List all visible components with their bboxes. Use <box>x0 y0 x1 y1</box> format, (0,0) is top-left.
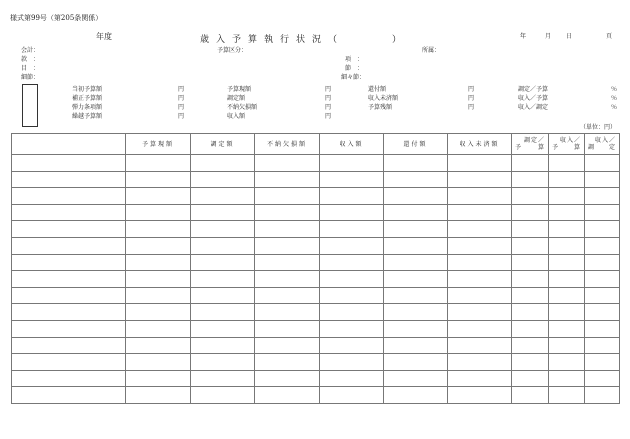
meta-moku: 目 ： <box>21 65 40 72</box>
summary-ratio-received-budget: 収入／予算 <box>518 95 549 102</box>
table-cell <box>320 304 384 321</box>
table-cell <box>255 271 320 288</box>
table-cell <box>549 155 585 172</box>
table-cell <box>12 155 126 172</box>
table-cell <box>12 320 126 337</box>
table-cell <box>12 188 126 205</box>
unit-note: （単位：円） <box>580 124 617 131</box>
table-cell <box>549 337 585 354</box>
table-cell <box>191 188 255 205</box>
table-cell <box>448 221 512 238</box>
table-cell <box>585 287 620 304</box>
table-cell <box>12 271 126 288</box>
table-cell <box>126 320 191 337</box>
table-cell <box>255 320 320 337</box>
table-cell <box>384 155 448 172</box>
summary-initial-budget: 当初予算額 <box>72 86 103 93</box>
table-cell <box>585 188 620 205</box>
table-cell <box>126 271 191 288</box>
table-cell <box>384 287 448 304</box>
summary-percent: ％ <box>611 104 618 111</box>
summary-received: 収入額 <box>227 113 246 120</box>
table-cell <box>384 354 448 371</box>
col-ratio-received-budget-header: 収入／ 予 算 <box>549 134 585 155</box>
table-cell <box>585 354 620 371</box>
table-cell <box>448 171 512 188</box>
table-cell <box>320 155 384 172</box>
table-cell <box>320 221 384 238</box>
table-row <box>12 387 620 404</box>
page-title: 歳入予算執行状況（ ） <box>200 35 409 45</box>
table-cell <box>126 387 191 404</box>
table-cell <box>549 320 585 337</box>
table-cell <box>384 171 448 188</box>
table-cell <box>191 354 255 371</box>
table-row <box>12 370 620 387</box>
summary-unit: 円 <box>178 95 185 102</box>
meta-saisetsu: 細節： <box>21 74 40 81</box>
table-cell <box>448 254 512 271</box>
col-received-header: 収入額 <box>320 134 384 155</box>
summary-unit: 円 <box>468 86 475 93</box>
table-cell <box>191 370 255 387</box>
table-cell <box>384 370 448 387</box>
summary-unit: 円 <box>325 95 332 102</box>
table-cell <box>549 370 585 387</box>
table-cell <box>512 155 549 172</box>
table-cell <box>585 171 620 188</box>
table-row <box>12 287 620 304</box>
table-cell <box>384 254 448 271</box>
summary-percent: ％ <box>611 95 618 102</box>
table-cell <box>320 271 384 288</box>
table-cell <box>549 287 585 304</box>
table-cell <box>255 337 320 354</box>
table-cell <box>320 337 384 354</box>
table-cell <box>512 354 549 371</box>
table-row <box>12 204 620 221</box>
table-cell <box>191 304 255 321</box>
table-cell <box>320 204 384 221</box>
table-cell <box>255 387 320 404</box>
table-cell <box>549 188 585 205</box>
table-cell <box>448 271 512 288</box>
table-cell <box>320 254 384 271</box>
summary-ratio-assessed-budget: 調定／予算 <box>518 86 549 93</box>
table-cell <box>12 337 126 354</box>
table-cell <box>384 204 448 221</box>
table-cell <box>448 337 512 354</box>
table-cell <box>191 387 255 404</box>
table-cell <box>255 237 320 254</box>
meta-saisaisetsu: 細々節： <box>341 74 366 81</box>
date-month: 月 <box>545 33 552 40</box>
date-year: 年 <box>520 33 527 40</box>
execution-table <box>11 133 620 404</box>
table-cell <box>549 304 585 321</box>
table-cell <box>549 271 585 288</box>
table-cell <box>191 221 255 238</box>
table-cell <box>126 354 191 371</box>
table-cell <box>448 155 512 172</box>
table-cell <box>512 237 549 254</box>
table-cell <box>384 188 448 205</box>
col-assessed-header: 調定額 <box>191 134 255 155</box>
table-cell <box>191 237 255 254</box>
meta-budget-division: 予算区分： <box>217 47 248 54</box>
table-cell <box>384 304 448 321</box>
table-row <box>12 354 620 371</box>
table-cell <box>512 188 549 205</box>
table-cell <box>585 155 620 172</box>
summary-budget-remaining: 予算残額 <box>368 104 393 111</box>
fiscal-year-label: 年度 <box>96 32 112 41</box>
table-cell <box>255 171 320 188</box>
col-ratio-received-assessed-header: 収入／ 調 定 <box>585 134 620 155</box>
col-ratio-assessed-budget-header: 調定／ 予 算 <box>512 134 549 155</box>
table-cell <box>585 370 620 387</box>
col-write-off-header: 不納欠損額 <box>255 134 320 155</box>
summary-refund: 還付額 <box>368 86 387 93</box>
table-cell <box>255 304 320 321</box>
table-cell <box>191 337 255 354</box>
meta-account: 会計： <box>21 47 40 54</box>
table-row <box>12 271 620 288</box>
table-cell <box>12 171 126 188</box>
table-cell <box>448 354 512 371</box>
table-cell <box>255 287 320 304</box>
table-cell <box>384 237 448 254</box>
table-cell <box>320 237 384 254</box>
table-cell <box>320 354 384 371</box>
table-cell <box>512 221 549 238</box>
table-cell <box>585 320 620 337</box>
table-cell <box>12 204 126 221</box>
table-cell <box>320 188 384 205</box>
table-cell <box>255 204 320 221</box>
table-cell <box>549 204 585 221</box>
table-cell <box>512 370 549 387</box>
col-unpaid-header: 収入未済額 <box>448 134 512 155</box>
table-cell <box>126 370 191 387</box>
table-cell <box>384 221 448 238</box>
table-cell <box>191 204 255 221</box>
table-cell <box>448 387 512 404</box>
table-cell <box>12 254 126 271</box>
summary-elastic-clause: 弾力条項額 <box>72 104 103 111</box>
form-number: 様式第99号（第205条関係） <box>10 14 103 22</box>
table-cell <box>448 304 512 321</box>
table-cell <box>126 287 191 304</box>
table-row <box>12 304 620 321</box>
table-cell <box>126 237 191 254</box>
table-cell <box>549 354 585 371</box>
table-cell <box>448 287 512 304</box>
table-cell <box>126 254 191 271</box>
summary-unit: 円 <box>178 104 185 111</box>
table-cell <box>255 370 320 387</box>
table-row <box>12 171 620 188</box>
table-cell <box>255 188 320 205</box>
table-cell <box>191 287 255 304</box>
table-row <box>12 254 620 271</box>
summary-unit: 円 <box>325 86 332 93</box>
table-cell <box>549 387 585 404</box>
table-cell <box>448 237 512 254</box>
page-label: 頁 <box>606 33 613 40</box>
table-cell <box>12 287 126 304</box>
summary-unit: 円 <box>178 113 185 120</box>
table-cell <box>255 254 320 271</box>
table-cell <box>512 320 549 337</box>
col-current-budget-header: 予算現額 <box>126 134 191 155</box>
table-cell <box>384 387 448 404</box>
summary-unpaid: 収入未済額 <box>368 95 399 102</box>
table-row <box>12 337 620 354</box>
summary-carryover-budget: 繰越予算額 <box>72 113 103 120</box>
table-cell <box>191 271 255 288</box>
table-cell <box>512 271 549 288</box>
table-cell <box>585 337 620 354</box>
table-cell <box>12 354 126 371</box>
table-cell <box>512 304 549 321</box>
table-cell <box>191 320 255 337</box>
table-cell <box>191 171 255 188</box>
table-cell <box>12 304 126 321</box>
table-cell <box>126 304 191 321</box>
table-row <box>12 237 620 254</box>
table-row <box>12 155 620 172</box>
table-header-row <box>12 134 620 155</box>
table-cell <box>320 387 384 404</box>
table-cell <box>549 171 585 188</box>
table-cell <box>12 370 126 387</box>
table-cell <box>448 320 512 337</box>
table-row <box>12 221 620 238</box>
table-cell <box>512 204 549 221</box>
table-cell <box>549 221 585 238</box>
table-cell <box>255 155 320 172</box>
table-cell <box>585 237 620 254</box>
meta-setsu: 節 ： <box>345 65 364 72</box>
table-cell <box>448 204 512 221</box>
summary-supplementary-budget: 補正予算額 <box>72 95 103 102</box>
stamp-box <box>22 84 38 127</box>
table-cell <box>512 337 549 354</box>
table-cell <box>320 370 384 387</box>
table-cell <box>255 354 320 371</box>
table-cell <box>320 320 384 337</box>
meta-kou: 項 ： <box>345 56 364 63</box>
table-cell <box>585 387 620 404</box>
summary-unit: 円 <box>325 113 332 120</box>
date-day: 日 <box>566 33 573 40</box>
table-cell <box>585 271 620 288</box>
table-cell <box>12 387 126 404</box>
table-cell <box>126 204 191 221</box>
table-cell <box>320 287 384 304</box>
col-refund-header: 還付額 <box>384 134 448 155</box>
table-cell <box>126 188 191 205</box>
table-cell <box>384 271 448 288</box>
table-cell <box>585 304 620 321</box>
table-cell <box>320 171 384 188</box>
table-cell <box>585 254 620 271</box>
table-cell <box>448 188 512 205</box>
table-cell <box>585 204 620 221</box>
table-cell <box>126 337 191 354</box>
table-cell <box>126 221 191 238</box>
table-cell <box>512 171 549 188</box>
summary-unit: 円 <box>468 95 475 102</box>
table-row <box>12 188 620 205</box>
col-item-header <box>12 134 126 155</box>
table-cell <box>512 254 549 271</box>
table-cell <box>448 370 512 387</box>
table-cell <box>126 155 191 172</box>
summary-write-off: 不納欠損額 <box>227 104 258 111</box>
table-cell <box>384 337 448 354</box>
summary-percent: ％ <box>611 86 618 93</box>
summary-unit: 円 <box>178 86 185 93</box>
table-cell <box>191 254 255 271</box>
table-cell <box>512 287 549 304</box>
meta-kan: 款 ： <box>21 56 40 63</box>
summary-assessed: 調定額 <box>227 95 246 102</box>
table-cell <box>585 221 620 238</box>
table-cell <box>126 171 191 188</box>
table-cell <box>12 221 126 238</box>
summary-current-budget: 予算現額 <box>227 86 252 93</box>
table-cell <box>512 387 549 404</box>
table-cell <box>191 155 255 172</box>
summary-unit: 円 <box>325 104 332 111</box>
table-cell <box>255 221 320 238</box>
table-cell <box>549 237 585 254</box>
meta-department: 所属： <box>422 47 441 54</box>
summary-ratio-received-assessed: 収入／調定 <box>518 104 549 111</box>
table-cell <box>12 237 126 254</box>
table-cell <box>549 254 585 271</box>
table-row <box>12 320 620 337</box>
table-cell <box>384 320 448 337</box>
summary-unit: 円 <box>468 104 475 111</box>
